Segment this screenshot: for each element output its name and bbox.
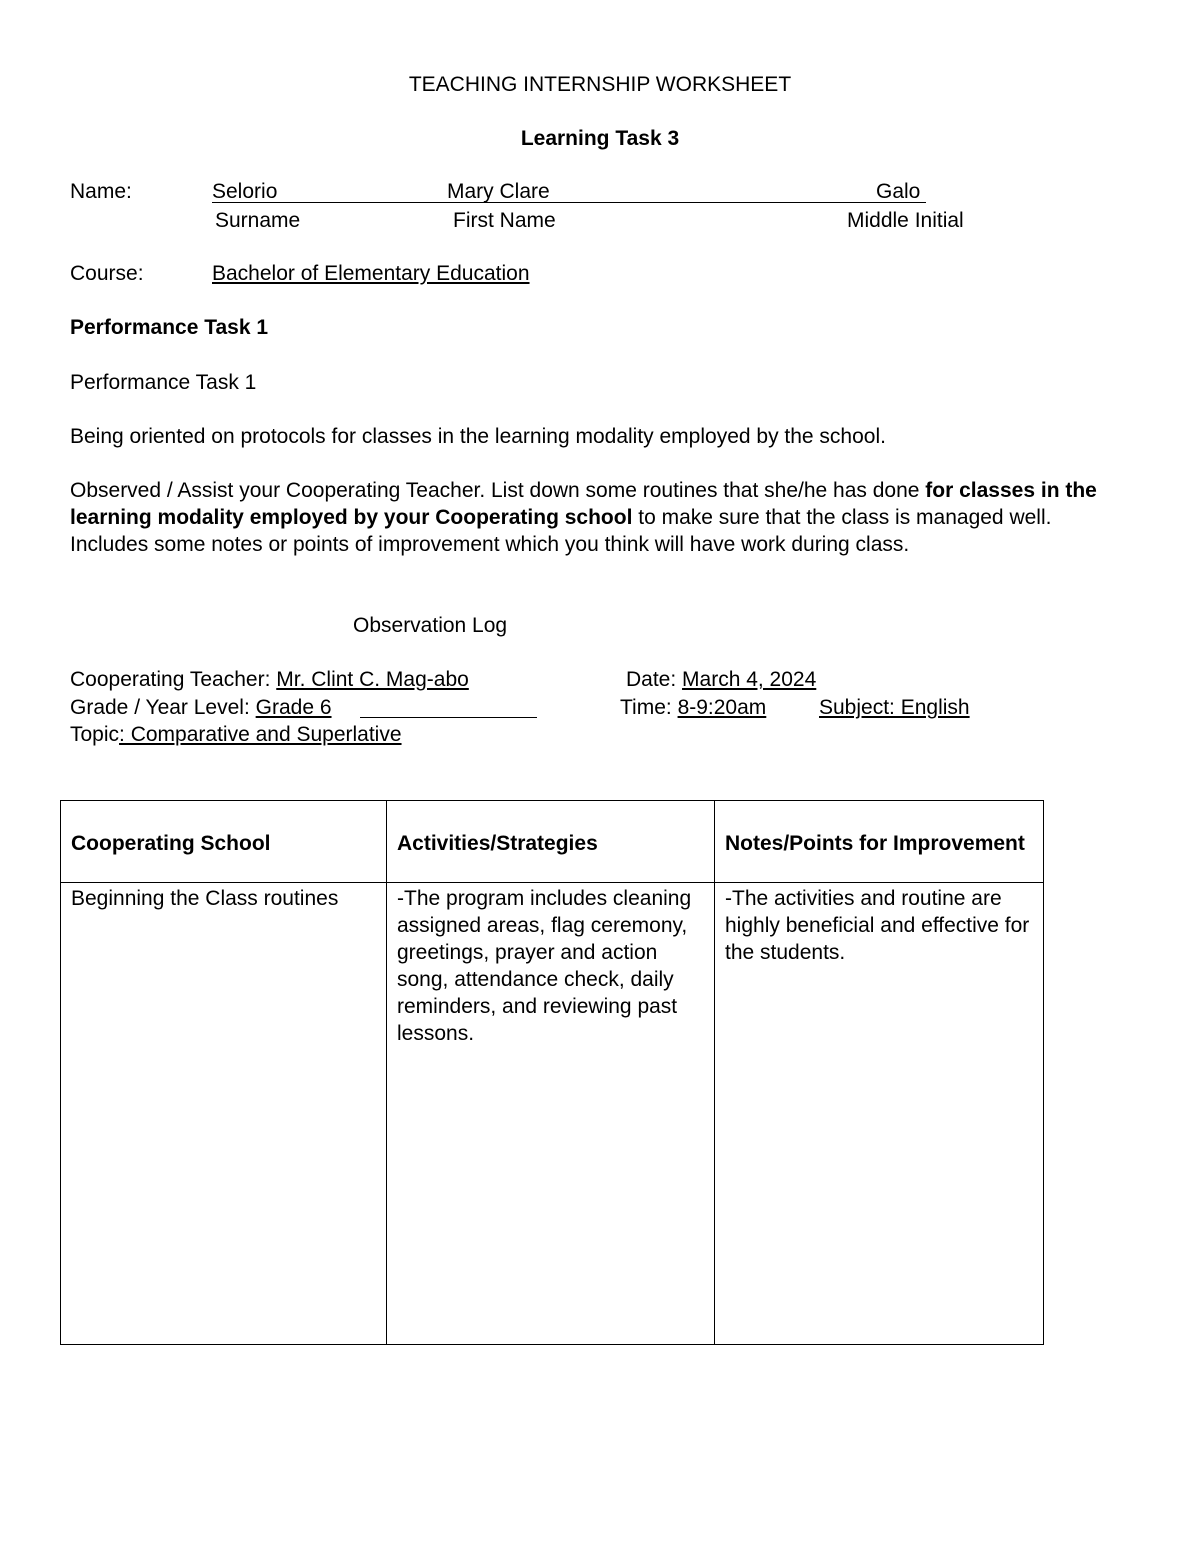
subject-value: Subject: English [819,696,970,719]
time-line [620,695,766,721]
first-name-value: Mary Clare [447,180,550,203]
orientation-text: Being oriented on protocols for classes in the learning modality employed by the school. [70,425,886,448]
name-underline [212,202,926,203]
topic-line [70,722,402,748]
middle-initial-caption: Middle Initial [847,209,964,232]
observation-log-title: Observation Log [353,614,508,637]
surname-caption: Surname [215,209,301,232]
instructions-part2: to make sure that the class is managed well. Includes some notes or points of improvement which you think will have work during class. [70,506,1052,556]
header-activities-strategies: Activities/Strategies [387,801,715,883]
observation-table [60,800,1044,1345]
grade-value: Grade 6 [255,696,332,719]
teacher-label: Cooperating Teacher: [70,668,277,691]
date-label: Date: [626,668,683,691]
course-value: Bachelor of Elementary Education [212,262,530,285]
grade-line [70,695,332,721]
topic-label: Topic [70,723,120,746]
instructions-bold: for classes in the learning modality employed by your Cooperating school [70,479,1097,529]
header-cooperating-school: Cooperating School [61,801,387,883]
date-value: March 4, 2024 [682,668,817,691]
cell-notes: -The activities and routine are highly beneficial and effective for the students. [715,883,1044,1345]
table-row [61,883,1044,1345]
topic-value: : Comparative and Superlative [119,723,402,746]
date-line [626,667,816,693]
grade-label: Grade / Year Level: [70,696,256,719]
teacher-line [70,667,469,693]
performance-task-line: Performance Task 1 [70,371,257,394]
performance-task-heading: Performance Task 1 [70,316,269,339]
time-value: 8-9:20am [677,696,767,719]
first-name-caption: First Name [453,209,556,232]
teacher-value: Mr. Clint C. Mag-abo [276,668,469,691]
cell-activities: -The program includes cleaning assigned areas, flag ceremony, greetings, prayer and action song, attendance check, daily reminders, and reviewing past lessons. [387,883,715,1345]
course-label: Course: [70,262,144,285]
grade-underline [360,717,537,718]
middle-initial-value: Galo [876,180,921,203]
learning-task-heading: Learning Task 3 [520,127,680,150]
instructions-paragraph [70,477,1130,558]
cell-school: Beginning the Class routines [61,883,387,1345]
worksheet-title: TEACHING INTERNSHIP WORKSHEET [408,73,792,96]
surname-value: Selorio [212,180,278,203]
name-label: Name: [70,180,132,203]
instructions-part1: Observed / Assist your Cooperating Teacher. List down some routines that she/he has done [70,479,926,502]
header-notes-improvement: Notes/Points for Improvement [715,801,1044,883]
table-header-row [61,801,1044,883]
time-label: Time: [620,696,678,719]
